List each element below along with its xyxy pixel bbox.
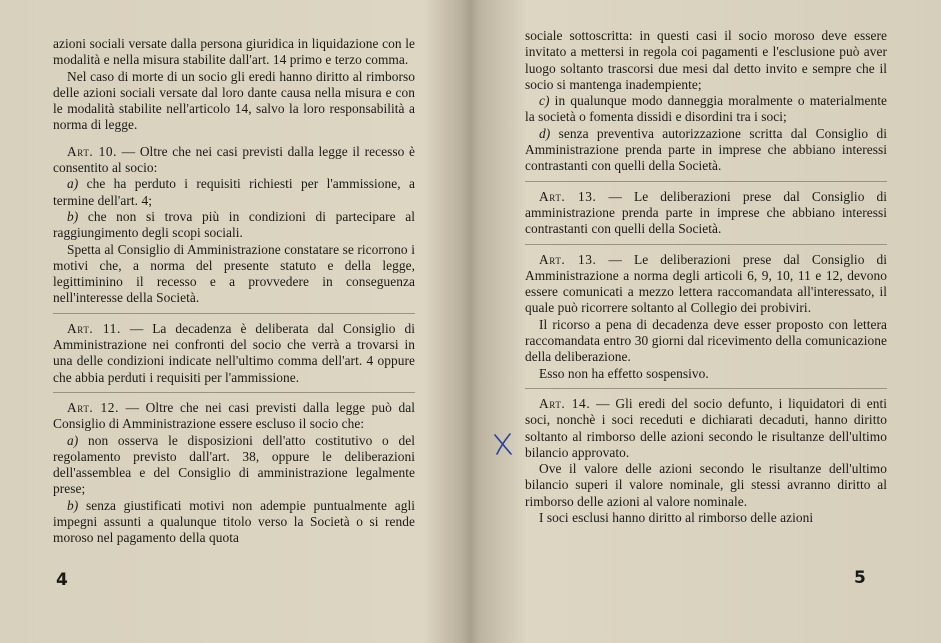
- paragraph: [525, 317, 887, 366]
- article-number: Art. 10.: [67, 143, 118, 159]
- paragraph-text: sociale sottoscritta: in questi casi il socio moroso deve essere invitato a mettersi in regola coi pagamenti e l'esclusione può aver luogo soltanto trascorsi due mesi dal detto invito e sempre che il socio si mantenga inadempiente;: [525, 28, 887, 92]
- paragraph: [525, 461, 887, 510]
- article-number: Art. 13.: [539, 251, 597, 267]
- article-number: Art. 14.: [539, 395, 591, 411]
- paragraph-text: in qualunque modo danneggia moralmente o materialmente la società o fomenta dissidi e disordini tra i soci;: [525, 93, 887, 125]
- paragraph-text: — Oltre che nei casi previsti dalla legge il recesso è consentito al socio:: [53, 143, 415, 176]
- article-number: Art. 12.: [67, 399, 120, 415]
- paragraph: [53, 321, 415, 386]
- paragraph: [53, 69, 415, 134]
- paragraph: [525, 366, 887, 382]
- paragraph: [525, 396, 887, 461]
- paragraph: [53, 498, 415, 547]
- paragraph: [53, 36, 415, 69]
- paragraph: [525, 93, 887, 126]
- paragraph-text: senza giustificati motivi non adempie puntualmente agli impegni assunti a qualunque titolo verso la Società o si rende moroso nel pagamento della quota: [53, 497, 415, 546]
- list-letter: b): [67, 497, 79, 513]
- article-number: Art. 11.: [67, 320, 121, 336]
- paragraph: [53, 176, 415, 209]
- right-page-text: [525, 28, 887, 526]
- section-divider: [53, 313, 415, 314]
- paragraph-text: — La decadenza è deliberata dal Consiglio di Amministrazione nei confronti del socio che verrà a trovarsi in una delle condizioni indicate nell'ultimo comma dell'art. 4 oppure che abbia perduti i requisiti per l'ammissione.: [53, 320, 415, 385]
- paragraph: [53, 400, 415, 433]
- paragraph-text: Il ricorso a pena di decadenza deve esser proposto con lettera raccomandata entro 30 giorni dal ricevimento della comunicazione della deliberazione.: [525, 316, 887, 365]
- paragraph-text: — Le deliberazioni prese dal Consiglio di amministrazione prenda parte in imprese che abbiano interessi contrastanti con quelli della Società.: [525, 188, 887, 237]
- list-letter: d): [539, 125, 551, 141]
- paragraph-text: senza preventiva autorizzazione scritta dal Consiglio di Amministrazione prenda parte in imprese che abbiano interessi contrastanti con quelli della Società.: [525, 125, 887, 174]
- list-letter: c): [539, 93, 550, 109]
- paragraph-text: — Gli eredi del socio defunto, i liquidatori di enti soci, nonchè i soci receduti e dichiarati decaduti, hanno diritto soltanto al rimborso delle azioni secondo le risultanze dell'ultimo bilancio approvato.: [525, 395, 887, 460]
- paragraph-text: che ha perduto i requisiti richiesti per l'ammissione, a termine dell'art. 4;: [53, 176, 415, 208]
- section-divider: [53, 392, 415, 393]
- right-page: [471, 0, 941, 643]
- list-letter: a): [67, 176, 79, 192]
- paragraph: [525, 252, 887, 317]
- paragraph: [53, 242, 415, 307]
- paragraph: [53, 144, 415, 177]
- left-page: [0, 0, 470, 643]
- paragraph-text: — Oltre che nei casi previsti dalla legge può dal Consiglio di Amministrazione essere escluso il socio che:: [53, 399, 415, 432]
- paragraph: [525, 510, 887, 526]
- paragraph: [525, 189, 887, 238]
- left-page-text: [53, 36, 415, 547]
- paragraph-text: Nel caso di morte di un socio gli eredi hanno diritto al rimborso delle azioni sociali versate dal loro dante causa nella misura e con le modalità stabilite nell'articolo 14, salvo la loro responsabilità a norma di legge.: [53, 68, 415, 133]
- paragraph: [525, 28, 887, 93]
- left-page-number: 4: [56, 570, 68, 590]
- paragraph: [53, 433, 415, 498]
- list-letter: a): [67, 432, 79, 448]
- paragraph: [53, 209, 415, 242]
- paragraph-text: non osserva le disposizioni dell'atto costitutivo o del regolamento previsto dall'art. 38, oppure le deliberazioni dell'assemblea e del Consiglio di amministrazione legalmente prese;: [53, 432, 415, 497]
- paragraph-text: Ove il valore delle azioni secondo le risultanze dell'ultimo bilancio superi il valore nominale, gli stessi avranno diritto al rimborso delle azioni al valore nominale.: [525, 461, 887, 509]
- paragraph-text: I soci esclusi hanno diritto al rimborso delle azioni: [539, 510, 814, 526]
- article-number: Art. 13.: [539, 188, 597, 204]
- section-divider: [525, 388, 887, 389]
- paragraph-text: azioni sociali versate dalla persona giuridica in liquidazione con le modalità e nella misura stabilite dall'art. 14 primo e terzo comma.: [53, 36, 415, 68]
- paragraph-text: che non si trova più in condizioni di partecipare al raggiungimento degli scopi sociali.: [53, 208, 415, 241]
- section-divider: [525, 181, 887, 182]
- paragraph-gap: [53, 134, 415, 144]
- handwritten-x-mark-icon: [491, 432, 515, 456]
- paragraph: [525, 126, 887, 175]
- paragraph-text: — Le deliberazioni prese dal Consiglio di Amministrazione a norma degli articoli 6, 9, 10, 11 e 12, devono essere comunicati a mezzo lettera raccomandata all'interessato, il quale può ricorrere soltanto al Collegio dei probiviri.: [525, 251, 887, 316]
- section-divider: [525, 244, 887, 245]
- paragraph-text: Spetta al Consiglio di Amministrazione constatare se ricorrono i motivi che, a norma del presente statuto e della legge, legittiminino il recesso e a provvedere in conseguenza nell'interesse della Società.: [53, 241, 415, 306]
- list-letter: b): [67, 208, 79, 224]
- paragraph-text: Esso non ha effetto sospensivo.: [539, 365, 709, 381]
- right-page-number: 5: [854, 568, 866, 588]
